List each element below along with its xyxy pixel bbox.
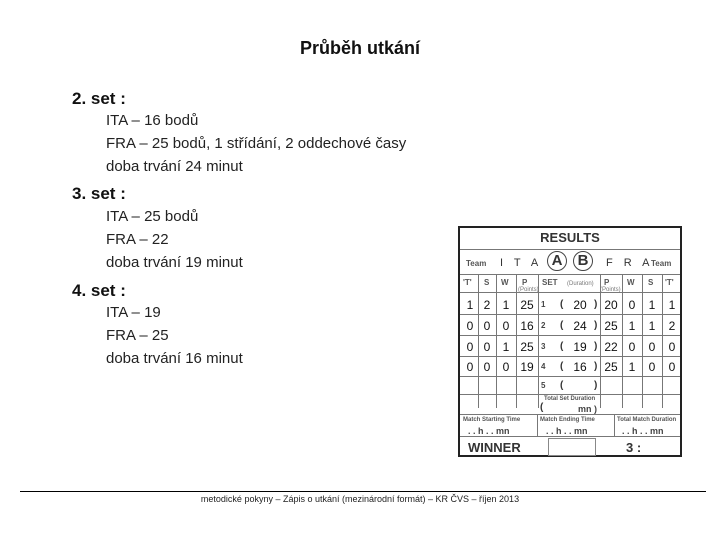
col-set: SET bbox=[542, 278, 558, 287]
col-rule bbox=[538, 274, 539, 408]
row-2-p-a: 16 bbox=[520, 319, 534, 333]
col-points-note-a: (Points) bbox=[518, 287, 539, 293]
divider bbox=[460, 249, 680, 250]
paren-close: ) bbox=[594, 299, 598, 310]
footer: metodické pokyny – Zápis o utkání (mezinárodní formát) – KR ČVS – říjen 2013 bbox=[200, 494, 520, 504]
col-rule bbox=[496, 274, 497, 408]
paren-open: ( bbox=[560, 299, 564, 310]
row-4-t-b: 0 bbox=[668, 360, 676, 374]
col-t-a: 'T' bbox=[463, 278, 472, 287]
team-b-label: Team bbox=[651, 259, 672, 268]
divider bbox=[460, 335, 680, 336]
row-4-s-a: 0 bbox=[483, 360, 491, 374]
set-2-line-3: doba trvání 24 minut bbox=[106, 158, 243, 175]
row-1-set-number: 1 bbox=[541, 300, 546, 309]
winner-score: 3 : bbox=[626, 440, 642, 455]
set-3-line-1: ITA – 25 bodů bbox=[106, 208, 199, 225]
match-start-label: Match Starting Time bbox=[463, 417, 521, 423]
set-2-line-2: FRA – 25 bodů, 1 střídání, 2 oddechové časy bbox=[106, 135, 407, 152]
paren-close: ) bbox=[594, 341, 598, 352]
row-1-t-b: 1 bbox=[668, 298, 676, 312]
col-rule bbox=[622, 274, 623, 408]
set-3-line-2: FRA – 22 bbox=[106, 231, 169, 248]
set-3-line-3: doba trvání 19 minut bbox=[106, 254, 243, 271]
set-2-line-1: ITA – 16 bodů bbox=[106, 112, 199, 129]
total-match-label: Total Match Duration bbox=[617, 417, 677, 423]
team-a-label: Team bbox=[466, 259, 487, 268]
row-1-duration: 20 bbox=[573, 298, 587, 312]
col-rule bbox=[614, 414, 615, 436]
team-a-circle: A bbox=[547, 251, 567, 271]
row-1-p-a: 25 bbox=[520, 298, 534, 312]
team-a-name: I T A bbox=[500, 257, 543, 269]
row-5-set-number: 5 bbox=[541, 381, 546, 390]
results-card bbox=[458, 226, 682, 457]
divider bbox=[460, 314, 680, 315]
col-duration-note: (Duration) bbox=[567, 281, 594, 287]
team-b-name: F R A bbox=[606, 257, 654, 269]
paren-open: ( bbox=[540, 402, 544, 413]
row-4-p-b: 25 bbox=[604, 360, 618, 374]
set-4-line-1: ITA – 19 bbox=[106, 304, 161, 321]
row-2-duration: 24 bbox=[573, 319, 587, 333]
team-b-circle: B bbox=[573, 251, 593, 271]
row-3-s-a: 0 bbox=[483, 340, 491, 354]
set-3-heading: 3. set : bbox=[72, 184, 126, 203]
row-1-s-a: 2 bbox=[483, 298, 491, 312]
paren-open: ( bbox=[560, 341, 564, 352]
paren-open: ( bbox=[560, 320, 564, 331]
set-2-heading: 2. set : bbox=[72, 89, 126, 108]
row-2-w-a: 0 bbox=[502, 319, 510, 333]
divider bbox=[460, 292, 680, 293]
col-w-a: W bbox=[501, 278, 509, 287]
row-2-s-b: 1 bbox=[648, 319, 656, 333]
paren-close: ) bbox=[594, 320, 598, 331]
row-3-t-a: 0 bbox=[466, 340, 474, 354]
col-t-b: 'T' bbox=[665, 278, 674, 287]
divider bbox=[460, 436, 680, 437]
winner-label: WINNER bbox=[468, 440, 521, 455]
set-4-line-2: FRA – 25 bbox=[106, 327, 169, 344]
paren-open: ( bbox=[560, 380, 564, 391]
row-1-t-a: 1 bbox=[466, 298, 474, 312]
paren-open: ( bbox=[560, 361, 564, 372]
col-rule bbox=[537, 414, 538, 436]
row-3-w-b: 0 bbox=[628, 340, 636, 354]
set-4-line-3: doba trvání 16 minut bbox=[106, 350, 243, 367]
col-s-a: S bbox=[484, 278, 490, 287]
total-set-duration-label: Total Set Duration bbox=[544, 396, 596, 402]
row-4-set-number: 4 bbox=[541, 362, 546, 371]
row-3-set-number: 3 bbox=[541, 342, 546, 351]
col-s-b: S bbox=[648, 278, 654, 287]
row-2-w-b: 1 bbox=[628, 319, 636, 333]
paren-close: ) bbox=[594, 380, 598, 391]
col-rule bbox=[600, 274, 601, 408]
row-1-w-b: 0 bbox=[628, 298, 636, 312]
row-3-s-b: 0 bbox=[648, 340, 656, 354]
divider bbox=[460, 356, 680, 357]
set-4-heading: 4. set : bbox=[72, 281, 126, 300]
row-2-t-b: 2 bbox=[668, 319, 676, 333]
row-2-t-a: 0 bbox=[466, 319, 474, 333]
col-p-a: P bbox=[522, 278, 528, 287]
row-3-duration: 19 bbox=[573, 340, 587, 354]
row-4-duration: 16 bbox=[573, 360, 587, 374]
col-w-b: W bbox=[627, 278, 635, 287]
paren-close: ) bbox=[594, 361, 598, 372]
row-2-s-a: 0 bbox=[483, 319, 491, 333]
match-end-label: Match Ending Time bbox=[540, 417, 595, 423]
row-2-set-number: 2 bbox=[541, 321, 546, 330]
col-rule bbox=[662, 274, 663, 408]
col-rule bbox=[478, 274, 479, 408]
row-3-p-a: 25 bbox=[520, 340, 534, 354]
match-start-value: . . h . . mn bbox=[468, 426, 510, 436]
results-title: RESULTS bbox=[540, 230, 600, 245]
total-match-value: . . h . . mn bbox=[622, 426, 664, 436]
row-4-w-b: 1 bbox=[628, 360, 636, 374]
winner-box bbox=[548, 438, 596, 456]
col-rule bbox=[642, 274, 643, 408]
divider bbox=[460, 376, 680, 377]
divider bbox=[460, 414, 680, 415]
page-title: Průběh utkání bbox=[299, 38, 420, 58]
divider bbox=[460, 394, 680, 395]
row-2-p-b: 25 bbox=[604, 319, 618, 333]
row-4-p-a: 19 bbox=[520, 360, 534, 374]
row-3-w-a: 1 bbox=[502, 340, 510, 354]
row-3-t-b: 0 bbox=[668, 340, 676, 354]
total-set-duration-unit: mn ) bbox=[578, 404, 597, 414]
col-rule bbox=[516, 274, 517, 408]
row-4-w-a: 0 bbox=[502, 360, 510, 374]
col-points-note-b: (Points) bbox=[600, 287, 621, 293]
row-4-s-b: 0 bbox=[648, 360, 656, 374]
row-4-t-a: 0 bbox=[466, 360, 474, 374]
divider bbox=[460, 274, 680, 275]
row-1-p-b: 20 bbox=[604, 298, 618, 312]
row-1-w-a: 1 bbox=[502, 298, 510, 312]
row-1-s-b: 1 bbox=[648, 298, 656, 312]
col-p-b: P bbox=[604, 278, 610, 287]
row-3-p-b: 22 bbox=[604, 340, 618, 354]
match-end-value: . . h . . mn bbox=[546, 426, 588, 436]
footer-rule bbox=[20, 491, 706, 492]
